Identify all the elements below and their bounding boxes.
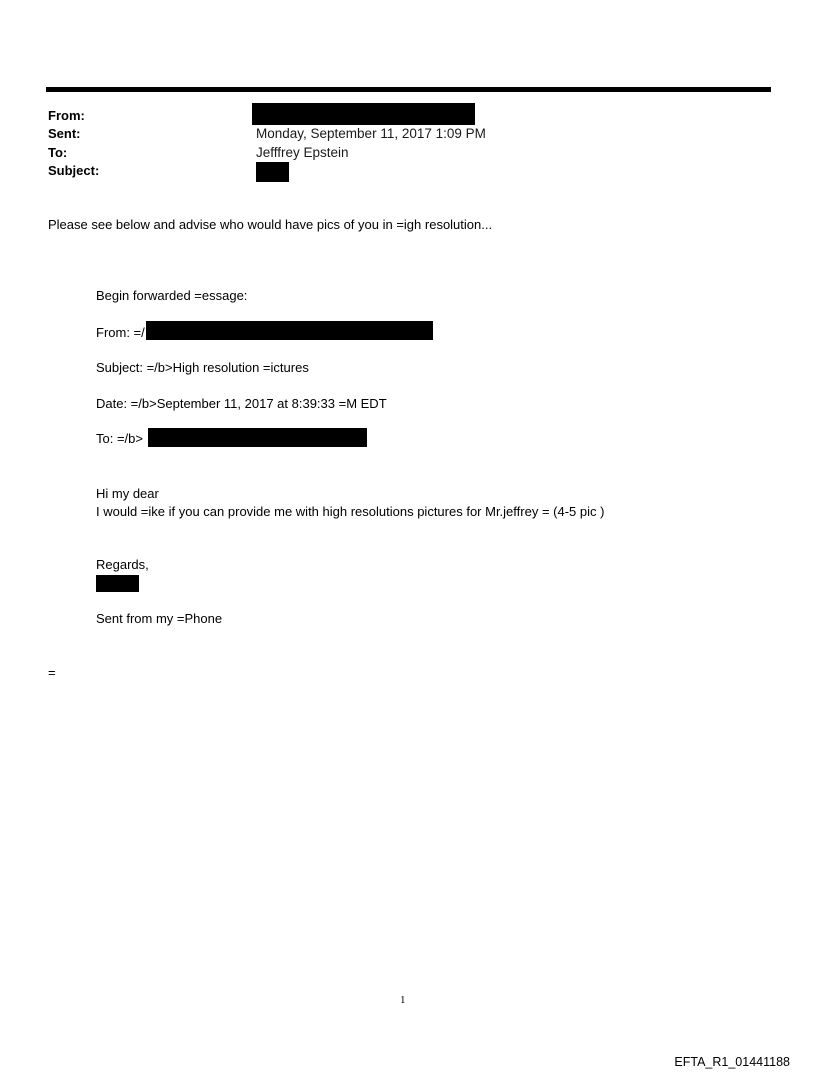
fwd-to-redaction (148, 428, 367, 447)
from-redaction (252, 103, 475, 125)
sent-from: Sent from my =Phone (96, 611, 223, 626)
subject-redaction (256, 162, 289, 182)
sent-value: Monday, September 11, 2017 1:09 PM (256, 126, 486, 141)
from-label: From: (48, 108, 85, 123)
fwd-date: Date: =/b>September 11, 2017 at 8:39:33 =M EDT (96, 396, 387, 411)
to-value: Jefffrey Epstein (256, 145, 349, 160)
signature-redaction (96, 575, 139, 592)
greeting: Hi my dear (96, 486, 159, 501)
sent-label: Sent: (48, 126, 81, 141)
to-label: To: (48, 145, 68, 160)
header-rule (46, 87, 771, 92)
regards: Regards, (96, 557, 149, 572)
fwd-subject: Subject: =/b>High resolution =ictures (96, 360, 309, 375)
message-text: I would =ike if you can provide me with high resolutions pictures for Mr.jeffrey = (4-5 pic ) (96, 504, 605, 519)
fwd-from: From: =/ (96, 325, 145, 340)
forward-intro: Begin forwarded =essage: (96, 288, 248, 303)
fwd-from-redaction (146, 321, 433, 340)
trailing-equals: = (48, 665, 56, 680)
subject-label: Subject: (48, 163, 100, 178)
page-number: 1 (400, 994, 406, 1006)
bates-id: EFTA_R1_01441188 (674, 1055, 790, 1069)
intro-text: Please see below and advise who would have pics of you in =igh resolution... (48, 217, 493, 232)
fwd-to: To: =/b> (96, 431, 143, 446)
